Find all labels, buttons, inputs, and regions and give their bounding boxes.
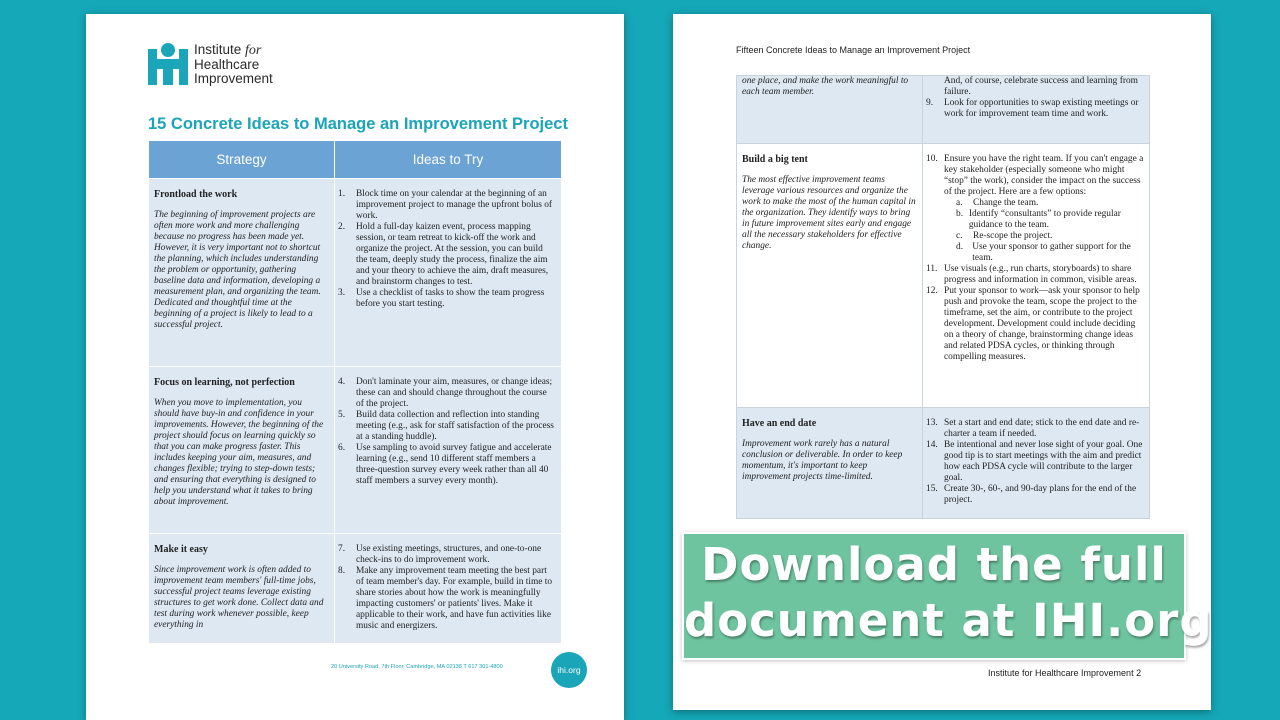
strategy-description: Improvement work rarely has a natural conclusion or deliverable. In order to keep momentum, it's important to keep improvement projects time-limited. bbox=[742, 439, 903, 482]
list-item: 1. Block time on your calendar at the beginning of an improvement project to manage the upfront bolus of work. bbox=[338, 189, 553, 221]
list-item: 12. Put your sponsor to work—ask your sponsor to help push and provoke the team, scope the project to the timeframe, set the aim, or contribute to the project development. Development could include deciding on a theory of change, brainstorming change ideas and related PDSA cycles, or thinking through compelling measures. bbox=[926, 286, 1140, 362]
list-item: c. Re-scope the project. bbox=[956, 231, 1053, 241]
list-item: And, of course, celebrate success and learning from failure. bbox=[944, 76, 1138, 97]
table-row bbox=[737, 408, 1150, 519]
list-item: 15. Create 30-, 60-, and 90-day plans for the end of the project. bbox=[926, 484, 1137, 505]
list-item: 5. Build data collection and reflection into standing meeting (e.g., ask for staff satisfaction of the process at a standing huddle). bbox=[338, 410, 554, 442]
list-item: a. Change the team. bbox=[956, 198, 1039, 208]
list-item: 11. Use visuals (e.g., run charts, storyboards) to share progress and information in common, visible areas. bbox=[926, 264, 1137, 285]
strategy-table-continued bbox=[736, 75, 1150, 519]
banner-text-line-1: Download the full bbox=[701, 538, 1167, 591]
strategy-description: The most effective improvement teams leverage various resources and organize the work to make the most of the human capital in the organization. They identify ways to bring in future improvement sites early and engage all the necessary stakeholders for effective change. bbox=[742, 175, 916, 251]
ihi-logo bbox=[148, 43, 273, 85]
list-item: 4. Don't laminate your aim, measures, or change ideas; these can and should change throughout the course of the project. bbox=[338, 377, 553, 409]
document-page-1 bbox=[86, 14, 624, 720]
list-item: 9. Look for opportunities to swap existing meetings or work for improvement team time and work. bbox=[926, 98, 1139, 119]
strategy-title: Frontload the work bbox=[154, 189, 238, 200]
footer-address: 20 University Road, 7th Floor, Cambridge, MA 02138 T 617 301-4800 bbox=[331, 664, 503, 670]
strategy-description: one place, and make the work meaningful to each team member. bbox=[742, 76, 909, 97]
table-row bbox=[737, 144, 1150, 408]
ideas-list bbox=[926, 76, 1146, 120]
list-item: 13. Set a start and end date; stick to the end date and re-charter a team if needed. bbox=[926, 418, 1140, 439]
list-item: 14. Be intentional and never lose sight of your goal. One good tip is to start meetings with the aim and predict how each PDSA cycle will contribute to the larger goal. bbox=[926, 440, 1143, 483]
ideas-list bbox=[926, 418, 1146, 506]
list-item: 10. Ensure you have the right team. If you can't engage a key stakeholder (especially someone who might “stop” the work), consider the impact on the success of the project. Here are a few options: bbox=[926, 154, 1144, 197]
strategy-title: Have an end date bbox=[742, 418, 817, 429]
logo-wordmark: Institute for Healthcare Improvement bbox=[194, 42, 273, 86]
list-item: 8. Make any improvement team meeting the best part of team member's day. For example, build in time to share stories about how the work is meaningfully impacting customers' or patients' lives. Make it applicable to their work, and have fun activities like music and energizers. bbox=[338, 566, 553, 631]
banner-text-line-2: document at IHI.org bbox=[684, 594, 1213, 647]
page-footer: Institute for Healthcare Improvement 2 bbox=[988, 668, 1142, 678]
strategy-title: Build a big tent bbox=[742, 154, 808, 165]
strategy-description: Since improvement work is often added to improvement team members' full-time jobs, successful project teams leverage existing structures to get work done. Collect data and test during work whenever possible, keep everything in bbox=[154, 565, 324, 630]
table-row bbox=[149, 367, 562, 534]
running-header: Fifteen Concrete Ideas to Manage an Improvement Project bbox=[736, 45, 971, 55]
list-item: 2. Hold a full-day kaizen event, process mapping session, or team retreat to kick-off the work and organize the project. At the session, you can build the team, deeply study the process, finalize the aim and your theory to achieve the aim, draft measures, and brainstorm changes to test. bbox=[338, 222, 549, 287]
download-banner bbox=[682, 532, 1213, 660]
table-row bbox=[737, 76, 1150, 144]
list-item: 3. Use a checklist of tasks to show the team progress before you start testing. bbox=[338, 288, 545, 309]
ideas-list bbox=[338, 189, 556, 310]
table-row bbox=[149, 534, 562, 644]
ideas-list bbox=[338, 544, 556, 632]
sub-options-list bbox=[956, 198, 1146, 264]
column-header-strategy: Strategy bbox=[149, 141, 335, 179]
table-row bbox=[149, 179, 562, 367]
ideas-list bbox=[926, 154, 1146, 198]
ideas-list bbox=[926, 264, 1146, 363]
column-header-ideas: Ideas to Try bbox=[335, 141, 562, 179]
strategy-table bbox=[148, 140, 562, 644]
ideas-list bbox=[338, 377, 556, 487]
strategy-title: Focus on learning, not perfection bbox=[154, 377, 295, 388]
ihi-logo-mark-icon bbox=[148, 43, 188, 85]
list-item: d. Use your sponsor to gather support for the team. bbox=[956, 242, 1131, 263]
strategy-description: The beginning of improvement projects are often more work and more challenging because no progress has been made yet. However, it is very important not to shortcut the planning, which includes understanding the problem or opportunity, gathering baseline data and information, developing a measurement plan, and organizing the team. Dedicated and thoughtful time at the beginning of a project is likely to lead to a successful project. bbox=[154, 210, 321, 330]
strategy-description: When you move to implementation, you should have buy-in and confidence in your improvements. However, the beginning of the project should focus on learning quickly so that you can make progress faster. This includes keeping your aim, measures, and changes flexible; trying to step-down tests; and ensuring that everything is designed to help you understand what it takes to bring about improvement. bbox=[154, 398, 324, 507]
list-item: b. Identify “consultants” to provide regular guidance to the team. bbox=[956, 209, 1121, 230]
strategy-title: Make it easy bbox=[154, 544, 208, 555]
ihi-org-badge: ihi.org bbox=[551, 652, 587, 688]
list-item: 7. Use existing meetings, structures, and one-to-one check-ins to do improvement work. bbox=[338, 544, 542, 565]
document-title: 15 Concrete Ideas to Manage an Improvement Project bbox=[148, 115, 568, 133]
list-item: 6. Use sampling to avoid survey fatigue and accelerate learning (e.g., send 10 different staff members a three-question survey every week rather than all 40 staff members a survey every month). bbox=[338, 443, 552, 486]
